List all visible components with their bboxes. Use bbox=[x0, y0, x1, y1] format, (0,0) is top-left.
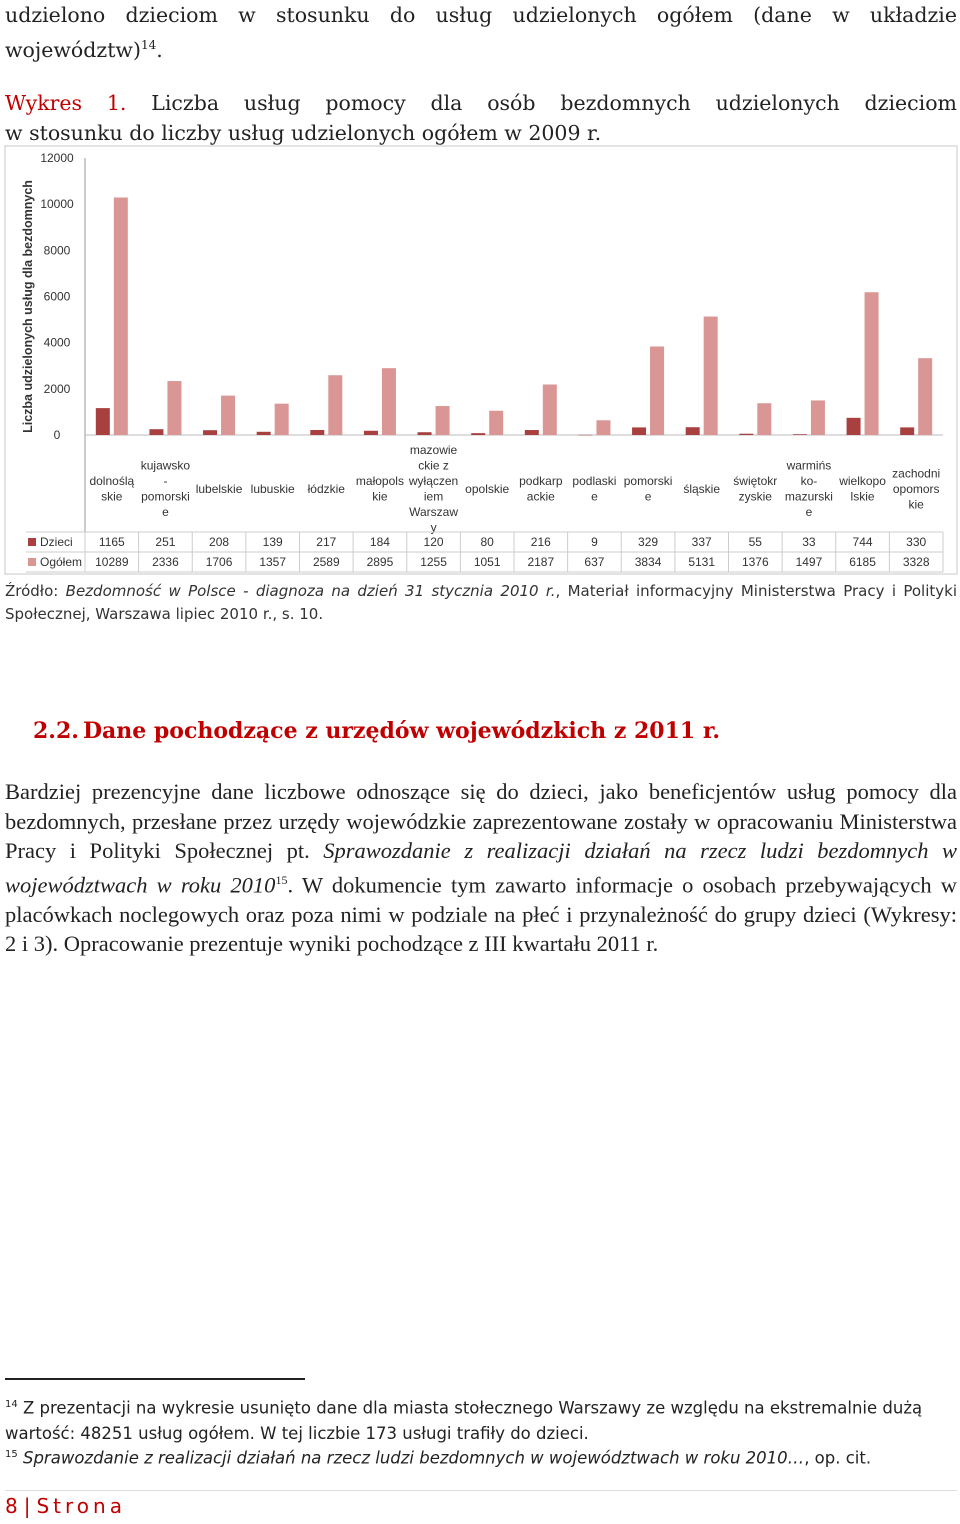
x-tick-label: iem bbox=[423, 489, 444, 504]
bar-ogółem-6 bbox=[436, 406, 450, 435]
bar-ogółem-9 bbox=[596, 420, 610, 435]
legend-swatch-dzieci bbox=[28, 538, 36, 546]
figure-title bbox=[5, 88, 957, 148]
bar-dzieci-9 bbox=[578, 435, 592, 436]
data-label-ogółem: 5131 bbox=[688, 555, 716, 569]
footnote-divider bbox=[5, 1378, 305, 1380]
figure-title-line-2: w stosunku do liczby usług udzielonych ogółem w 2009 r. bbox=[5, 121, 602, 145]
bar-ogółem-13 bbox=[811, 400, 825, 435]
footer-label: Strona bbox=[36, 1494, 126, 1518]
y-tick-label: 12000 bbox=[40, 151, 74, 165]
x-tick-label: kujawsko bbox=[140, 458, 191, 473]
x-tick-label: śląskie bbox=[683, 481, 721, 496]
x-tick-label: mazurski bbox=[784, 489, 833, 504]
data-label-ogółem: 10289 bbox=[95, 555, 129, 569]
footer-rule bbox=[5, 1490, 957, 1491]
data-label-ogółem: 2895 bbox=[366, 555, 394, 569]
report-title: Sprawozdanie z realizacji działań na rzecz ludzi bezdomnych w województwach w roku 2010 bbox=[5, 838, 957, 897]
legend-label-dzieci: Dzieci bbox=[40, 535, 73, 549]
chart-frame bbox=[5, 146, 957, 574]
bar-dzieci-2 bbox=[203, 430, 217, 435]
x-tick-label: e bbox=[805, 505, 813, 519]
section-title: Dane pochodzące z urzędów wojewódzkich z 2011 r. bbox=[82, 718, 721, 744]
bar-ogółem-7 bbox=[489, 411, 503, 435]
x-tick-label: ackie bbox=[526, 489, 555, 504]
section-heading bbox=[33, 718, 720, 744]
intro-paragraph bbox=[5, 0, 957, 65]
bar-ogółem-1 bbox=[167, 381, 181, 435]
data-label-ogółem: 1357 bbox=[259, 555, 287, 569]
intro-line-1: udzielono dzieciom w stosunku do usług udzielonych ogółem (dane w układzie bbox=[5, 3, 957, 27]
data-label-dzieci: 337 bbox=[691, 535, 712, 549]
y-tick-label: 2000 bbox=[43, 381, 71, 396]
bar-ogółem-11 bbox=[704, 317, 718, 435]
data-label-dzieci: 9 bbox=[591, 535, 598, 549]
y-tick-label: 0 bbox=[53, 428, 61, 442]
x-tick-label: skie bbox=[101, 489, 123, 504]
body-paragraph: Bardziej prezencyjne dane liczbowe odnoszące się do dzieci, jako beneficjentów usług pomocy dla bezdomnych, przesłane przez urzędy wojewódzkie zaprezentowane zostały w opracowaniu Ministerstwa Pracy i Polityki Społecznej pt. Sprawozdanie z realizacji działań na rzecz ludzi bezdomnych w województwach w roku 2010$^{15}$. W dokumencie tym zawarto informacje o osobach przebywających w placówkach noclegowych oraz poza nimi w podziale na płeć i przynależność do grupy dzieci (Wykresy: 2 i 3). Opracowanie prezentuje wyniki pochodzące z III kwartału 2011 r. bbox=[5, 779, 958, 956]
bar-dzieci-6 bbox=[418, 432, 432, 435]
data-label-dzieci: 216 bbox=[530, 535, 551, 549]
bar-dzieci-12 bbox=[739, 434, 753, 435]
x-tick-label: lskie bbox=[850, 489, 875, 504]
footnote-14: $^{14}$ Z prezentacji na wykresie usunięto dane dla miasta stołecznego Warszawy ze względu na ekstremalnie dużą wartość: 48251 usług ogółem. W tej liczbie 173 usługi trafiły do dzieci. bbox=[5, 1398, 923, 1443]
x-tick-label: warmińs bbox=[786, 458, 832, 473]
footer-separator: | bbox=[23, 1494, 31, 1518]
x-tick-label: podkarp bbox=[519, 474, 563, 488]
data-label-ogółem: 3328 bbox=[902, 555, 930, 569]
page-number: 8 bbox=[5, 1494, 18, 1518]
x-tick-label: wielkopo bbox=[839, 474, 886, 488]
figure-source: Źródło: Bezdomność w Polsce - diagnoza na dzień 31 stycznia 2010 r., Materiał informacyjny Ministerstwa Pracy i Polityki Społecznej, Warszawa lipiec 2010 r., s. 10. bbox=[5, 582, 957, 623]
data-label-ogółem: 1376 bbox=[741, 555, 769, 569]
x-tick-label: ko- bbox=[800, 474, 818, 488]
figure-label: Wykres 1. bbox=[5, 91, 127, 115]
bar-dzieci-1 bbox=[149, 429, 163, 435]
data-label-dzieci: 329 bbox=[638, 535, 659, 549]
data-label-ogółem: 1706 bbox=[205, 555, 233, 569]
x-tick-label: y bbox=[430, 520, 437, 535]
x-tick-label: podlaski bbox=[572, 474, 617, 488]
bar-ogółem-5 bbox=[382, 368, 396, 435]
y-tick-label: 6000 bbox=[43, 289, 71, 304]
bar-dzieci-10 bbox=[632, 427, 646, 435]
x-tick-label: dolnoślą bbox=[89, 474, 135, 488]
bar-dzieci-4 bbox=[310, 430, 324, 435]
x-tick-label: świętokr bbox=[733, 474, 778, 488]
bar-ogółem-12 bbox=[757, 403, 771, 435]
bar-ogółem-3 bbox=[275, 404, 289, 435]
data-label-dzieci: 330 bbox=[906, 535, 927, 549]
bar-ogółem-2 bbox=[221, 396, 235, 435]
footnote-15: $^{15}$ Sprawozdanie z realizacji działań na rzecz ludzi bezdomnych w województwach w roku 2010…, op. cit. bbox=[5, 1448, 872, 1468]
data-label-ogółem: 1497 bbox=[795, 555, 823, 569]
x-tick-label: ckie z bbox=[418, 458, 449, 473]
bar-dzieci-14 bbox=[847, 418, 861, 435]
y-tick-label: 4000 bbox=[43, 335, 71, 350]
data-label-dzieci: 208 bbox=[209, 535, 230, 549]
data-label-ogółem: 6185 bbox=[849, 555, 876, 569]
section-number: 2.2. bbox=[33, 718, 79, 744]
data-label-dzieci: 55 bbox=[748, 535, 762, 549]
x-tick-label: - bbox=[163, 474, 168, 488]
x-tick-label: pomorski bbox=[623, 474, 673, 488]
y-tick-label: 10000 bbox=[40, 197, 74, 212]
data-label-dzieci: 139 bbox=[262, 535, 283, 549]
x-tick-label: lubelskie bbox=[195, 481, 243, 496]
x-tick-label: pomorski bbox=[141, 489, 190, 504]
x-tick-label: Warszaw bbox=[409, 505, 459, 519]
x-tick-label: zachodni bbox=[892, 466, 941, 481]
bar-ogółem-15 bbox=[918, 358, 932, 435]
x-tick-label: kie bbox=[908, 497, 924, 512]
legend-label-ogółem: Ogółem bbox=[40, 555, 83, 569]
x-tick-label: e bbox=[591, 489, 598, 504]
data-label-dzieci: 80 bbox=[480, 535, 494, 549]
bar-ogółem-4 bbox=[328, 375, 342, 435]
bar-dzieci-7 bbox=[471, 433, 485, 435]
bar-dzieci-11 bbox=[686, 427, 700, 435]
data-label-ogółem: 2187 bbox=[527, 555, 555, 569]
data-label-dzieci: 217 bbox=[316, 535, 337, 549]
x-tick-label: lubuskie bbox=[250, 481, 295, 496]
data-label-ogółem: 2336 bbox=[152, 555, 179, 569]
x-tick-label: mazowie bbox=[409, 443, 458, 457]
intro-line-2: województw)$^{14}$. bbox=[5, 37, 163, 62]
x-tick-label: kie bbox=[372, 489, 388, 504]
data-label-ogółem: 1255 bbox=[420, 555, 447, 569]
data-label-ogółem: 2589 bbox=[312, 555, 340, 569]
x-tick-label: e bbox=[644, 489, 652, 504]
data-label-dzieci: 1165 bbox=[98, 535, 125, 549]
x-tick-label: opomors bbox=[892, 481, 940, 496]
footnote-ref-14[interactable]: 14 bbox=[140, 38, 157, 52]
bar-ogółem-0 bbox=[114, 197, 128, 435]
x-tick-label: opolskie bbox=[465, 481, 510, 496]
x-tick-label: małopols bbox=[355, 474, 404, 488]
x-tick-label: wyłączen bbox=[408, 474, 459, 488]
data-label-ogółem: 3834 bbox=[634, 555, 662, 569]
bar-dzieci-5 bbox=[364, 431, 378, 435]
data-label-ogółem: 637 bbox=[584, 555, 605, 569]
data-label-dzieci: 184 bbox=[369, 535, 390, 549]
x-tick-label: łódzkie bbox=[307, 481, 345, 496]
bar-chart bbox=[0, 140, 960, 576]
page-footer bbox=[5, 1494, 126, 1518]
y-axis-title: Liczba udzielonych usług dla bezdomnych bbox=[21, 180, 35, 433]
footnote-ref-15[interactable]: 15 bbox=[275, 872, 288, 887]
figure-title-line-1: Liczba usług pomocy dla osób bezdomnych udzielonych dzieciom bbox=[151, 91, 957, 115]
data-label-dzieci: 744 bbox=[852, 535, 873, 549]
bar-dzieci-8 bbox=[525, 430, 539, 435]
data-label-dzieci: 120 bbox=[423, 535, 444, 549]
data-label-dzieci: 251 bbox=[155, 535, 176, 549]
legend-swatch-ogółem bbox=[28, 558, 36, 566]
y-tick-label: 8000 bbox=[43, 243, 71, 258]
x-tick-label: zyskie bbox=[738, 489, 772, 504]
bar-dzieci-0 bbox=[96, 408, 110, 435]
bar-dzieci-13 bbox=[793, 434, 807, 435]
bar-ogółem-14 bbox=[865, 292, 879, 435]
data-label-ogółem: 1051 bbox=[473, 555, 501, 569]
bar-ogółem-8 bbox=[543, 385, 557, 435]
x-tick-label: e bbox=[162, 505, 169, 519]
bar-dzieci-3 bbox=[257, 432, 271, 435]
bar-ogółem-10 bbox=[650, 346, 664, 435]
bar-dzieci-15 bbox=[900, 427, 914, 435]
data-label-dzieci: 33 bbox=[802, 535, 816, 549]
